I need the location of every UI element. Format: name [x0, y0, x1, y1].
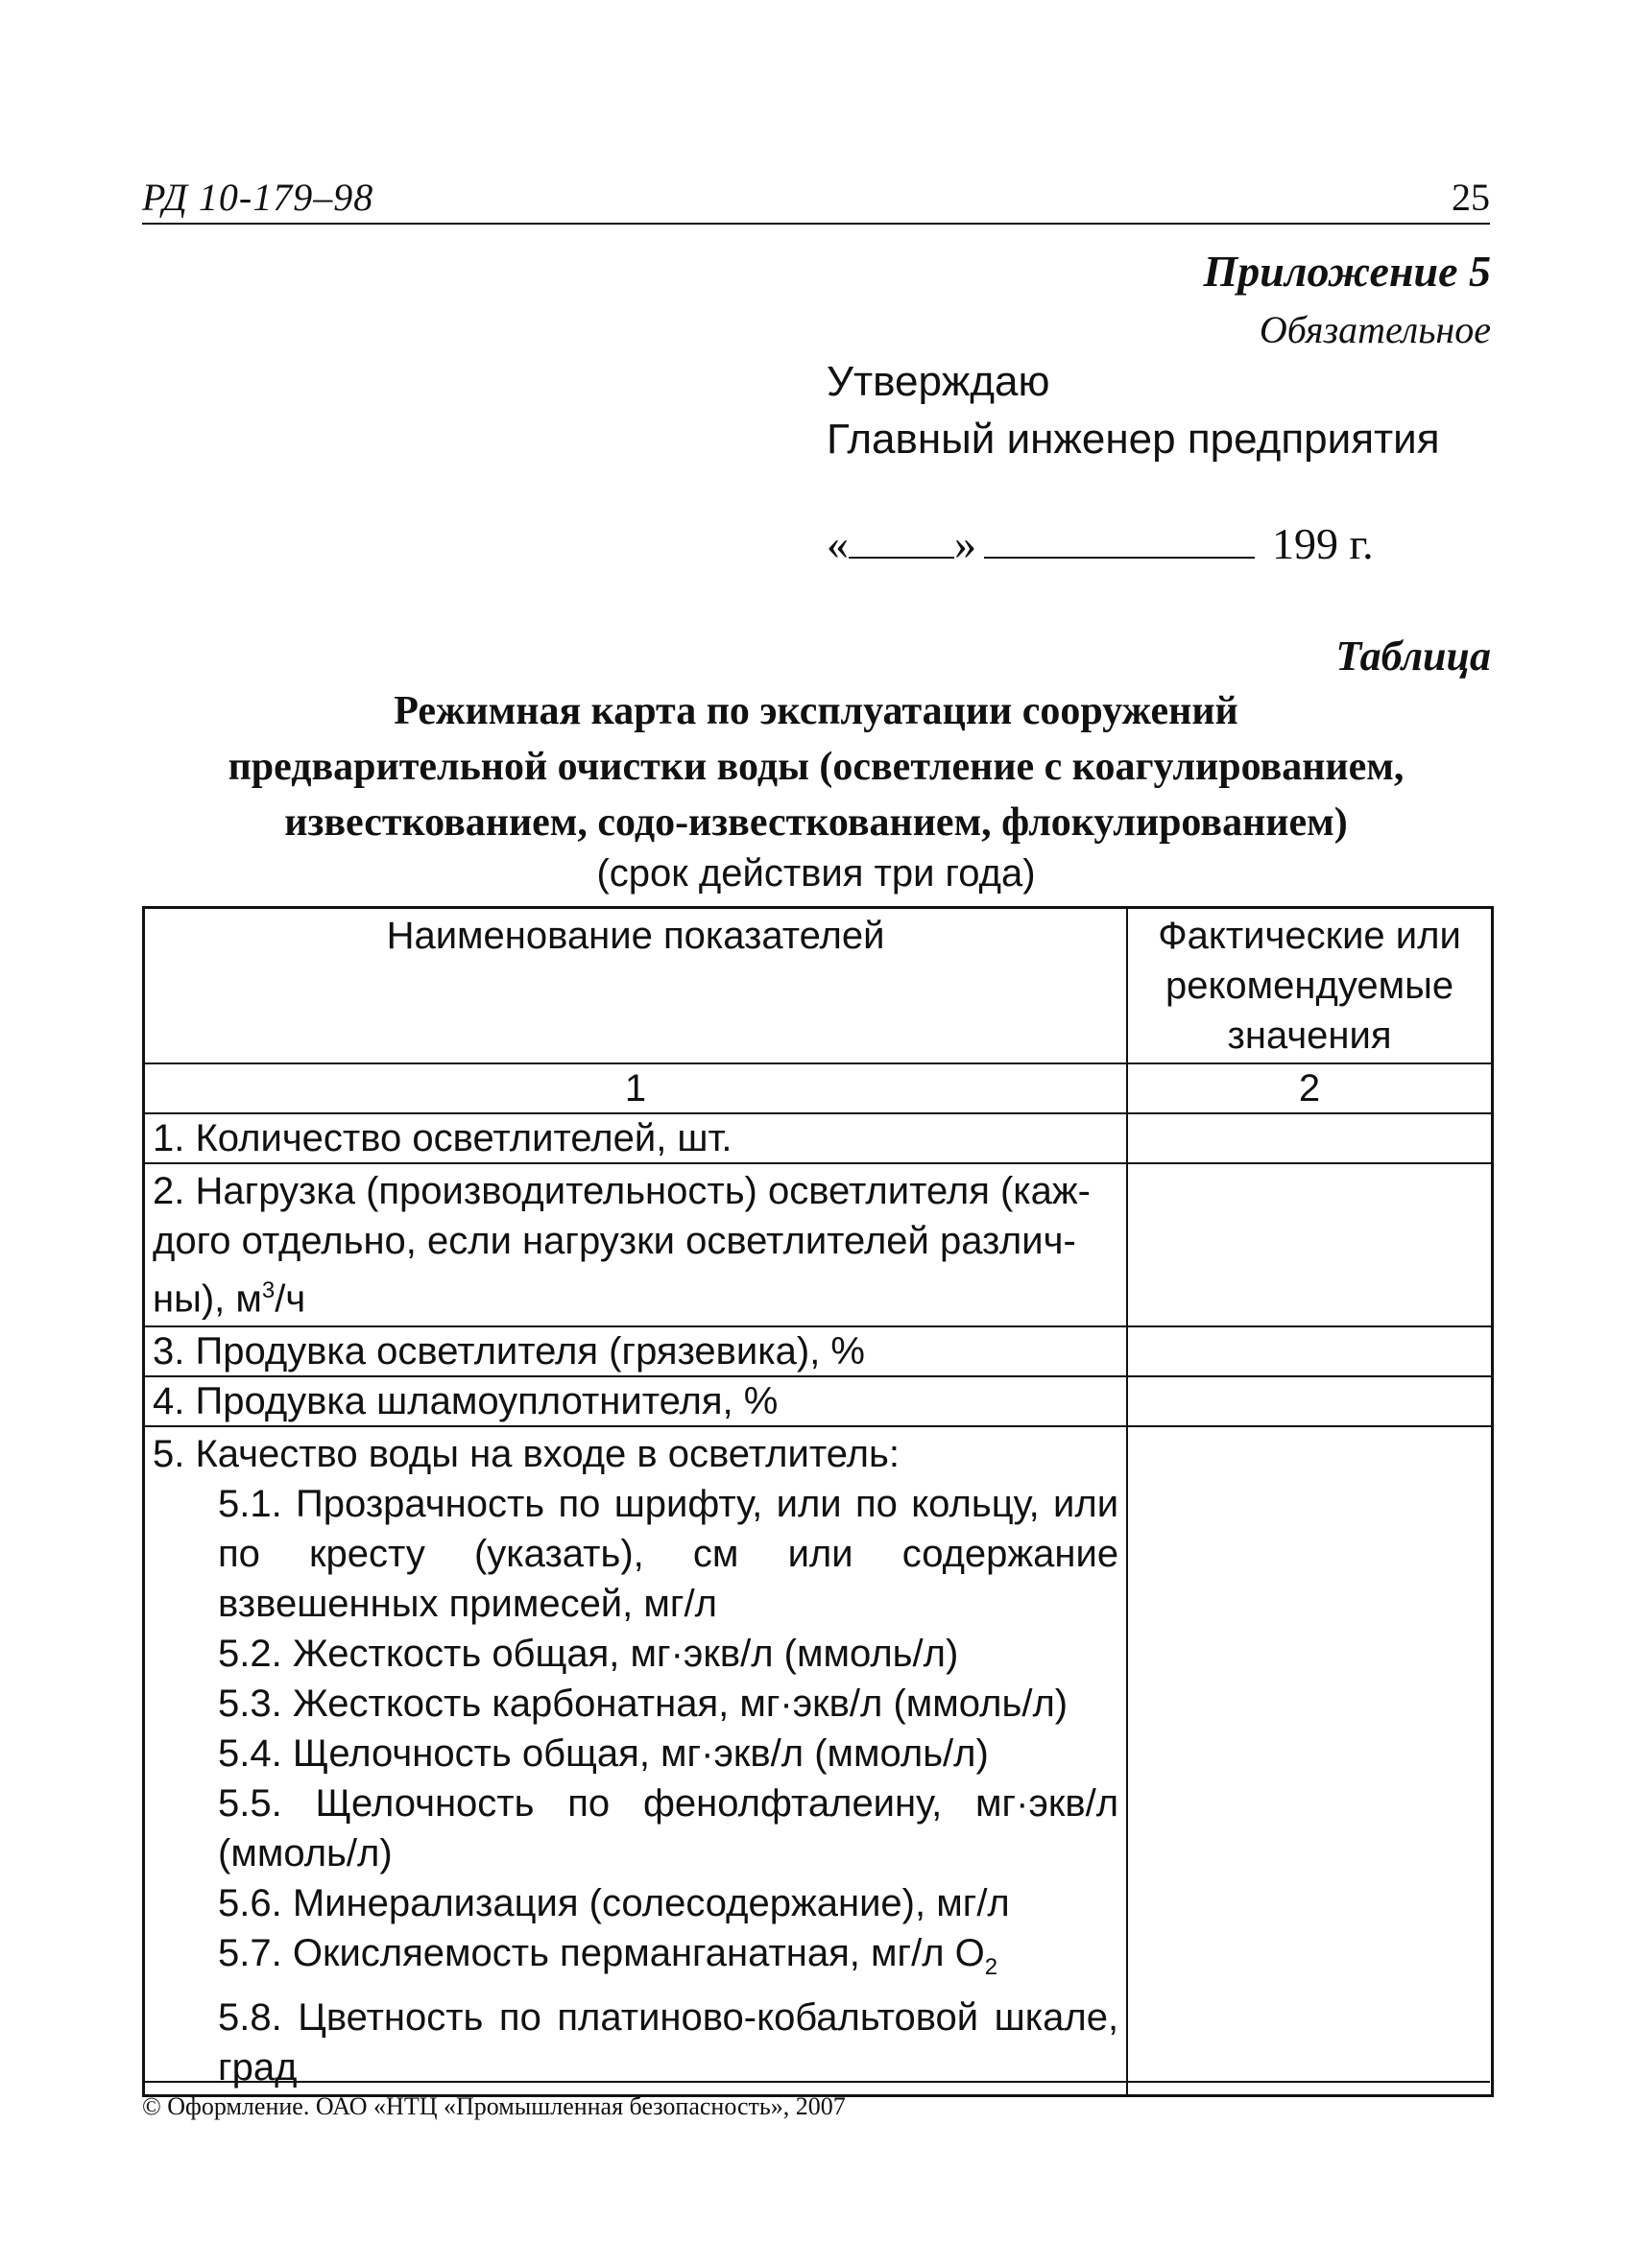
- col2-header-line: рекомендуемые: [1165, 965, 1454, 1007]
- close-quote: »: [954, 519, 976, 568]
- row-line: [153, 1266, 1118, 1324]
- row-line: 2. Нагрузка (производительность) осветлителя (каж-: [153, 1170, 1091, 1212]
- open-quote: «: [827, 519, 849, 568]
- col1-header: Наименование показателей: [144, 908, 1128, 1064]
- list-item: 5.1. Прозрачность по шрифту, или по кольцу, или по кресту (указать), см или содержание взвешенных примесей, мг/л: [218, 1483, 1119, 1626]
- group-title: 5. Качество воды на входе в осветлитель:: [153, 1433, 900, 1476]
- row-line-text: ны), м: [153, 1277, 262, 1321]
- list-item: 5.2. Жесткость общая, мг·экв/л (ммоль/л): [218, 1633, 959, 1676]
- row-label: [144, 1426, 1128, 2096]
- day-blank: [849, 518, 954, 559]
- value-cell: [1127, 1426, 1492, 2096]
- table-title: [142, 683, 1490, 850]
- list-item: 5.6. Минерализация (солесодержание), мг/л: [218, 1882, 1010, 1925]
- column-number-row: [144, 1063, 1493, 1113]
- approval-date-line: [827, 518, 1374, 569]
- table-row: [144, 1376, 1493, 1426]
- row-label: 4. Продувка шламоуплотнителя, %: [144, 1376, 1128, 1426]
- subscript: 2: [984, 1954, 998, 1981]
- table-subtitle: (срок действия три года): [596, 852, 1036, 895]
- table-header-row: [144, 908, 1493, 1064]
- month-blank: [984, 518, 1255, 559]
- col2-header: [1127, 908, 1492, 1064]
- list-item: 5.5. Щелочность по фенолфталеину, мг·экв/л (ммоль/л): [218, 1782, 1119, 1875]
- title-line-2: предварительной очистки воды (осветление с коагулированием,: [228, 745, 1405, 789]
- regime-card-table: [142, 906, 1494, 2097]
- col2-header-line: Фактические или: [1158, 915, 1461, 957]
- document-code: РД 10-179–98: [142, 176, 374, 219]
- table-row: [144, 1326, 1493, 1376]
- row-line: дого отдельно, если нагрузки осветлителей различ-: [153, 1220, 1076, 1262]
- list-item: 5.4. Щелочность общая, мг·экв/л (ммоль/л): [218, 1732, 989, 1776]
- footer-divider: [142, 2081, 1490, 2083]
- table-row: [144, 1163, 1493, 1326]
- list-item: 5.3. Жесткость карбонатная, мг·экв/л (ммоль/л): [218, 1683, 1069, 1726]
- approval-block: [827, 353, 1440, 468]
- appendix-title: Приложение 5: [1203, 247, 1491, 296]
- superscript: 3: [261, 1277, 276, 1303]
- table-label: Таблица: [1335, 633, 1491, 680]
- list-item: 5.8. Цветность по платиново-кобальтовой шкале, град: [218, 1996, 1119, 2089]
- value-cell: [1127, 1376, 1492, 1426]
- list-item: [153, 1928, 1118, 1993]
- row-label: 1. Количество осветлителей, шт.: [144, 1113, 1128, 1163]
- appendix-status: Обязательное: [1259, 308, 1491, 351]
- value-cell: [1127, 1163, 1492, 1326]
- footer-copyright: © Оформление. ОАО «НТЦ «Промышленная безопасность», 2007: [142, 2092, 846, 2120]
- running-header: [142, 175, 1490, 225]
- value-cell: [1127, 1326, 1492, 1376]
- title-line-1: Режимная карта по эксплуатации сооружений: [394, 689, 1238, 733]
- unit-text: /ч: [275, 1277, 306, 1321]
- list-item-text: 5.7. Окисляемость перманганатная, мг/л О: [218, 1932, 985, 1975]
- value-cell: [1127, 1113, 1492, 1163]
- row-label: [144, 1163, 1128, 1326]
- col2-header-line: значения: [1227, 1015, 1392, 1057]
- table-row: [144, 1113, 1493, 1163]
- table-row: [144, 1426, 1493, 2096]
- page-number: 25: [1452, 176, 1490, 219]
- title-line-3: известкованием, содо-известкованием, флокулированием): [284, 800, 1348, 845]
- approval-word: Утверждаю: [827, 358, 1050, 405]
- year-text: 199 г.: [1272, 519, 1374, 568]
- col1-number: 1: [144, 1063, 1128, 1113]
- col2-number: 2: [1127, 1063, 1492, 1113]
- approver-position: Главный инженер предприятия: [827, 416, 1440, 463]
- row-label: 3. Продувка осветлителя (грязевика), %: [144, 1326, 1128, 1376]
